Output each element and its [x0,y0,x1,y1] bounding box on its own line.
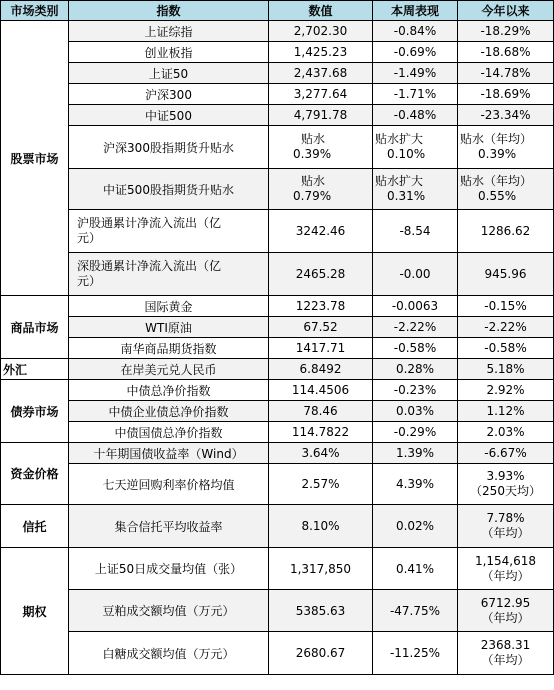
ytd-line-2: （年均） [481,526,530,540]
category-cell: 外汇 [1,359,69,380]
header-week: 本周表现 [373,1,458,21]
ytd-line-2: （年均） [481,568,530,583]
ytd-line-2: 0.39% [478,147,517,161]
ytd-cell: 2.92% [458,380,554,401]
index-name: 沪深300股指期货升贴水 [69,126,269,169]
table-row [1,296,554,317]
week-cell: -0.69% [373,42,458,63]
index-name: 中证500 [69,105,269,126]
header-value: 数值 [269,1,373,21]
ytd-cell: 1.12% [458,401,554,422]
week-cell: -0.23% [373,380,458,401]
index-name: 上证综指 [69,21,269,42]
index-name: 创业板指 [69,42,269,63]
ytd-line-1: 贴水（年均） [460,174,533,188]
category-cell: 商品市场 [1,296,69,359]
value-cell [269,169,373,210]
week-cell: -0.84% [373,21,458,42]
index-name: 中债国债总净价指数 [69,422,269,443]
header-index: 指数 [69,1,269,21]
week-cell [373,169,458,210]
week-line-1: 贴水扩大 [375,132,424,146]
ytd-cell [458,632,554,675]
value-cell: 1223.78 [269,296,373,317]
value-cell: 6.8492 [269,359,373,380]
week-line-1: 贴水扩大 [375,174,424,188]
value-cell: 2680.67 [269,632,373,675]
ytd-cell [458,590,554,632]
table-row [1,548,554,590]
ytd-line-1: 6712.95 [480,595,531,610]
table-row [1,632,554,675]
ytd-line-2: （年均） [481,610,530,625]
header-ytd: 今年以来 [458,1,554,21]
ytd-cell [458,505,554,548]
table-row [1,105,554,126]
ytd-cell: 945.96 [458,253,554,296]
table-row [1,253,554,296]
table-row [1,317,554,338]
week-cell [373,126,458,169]
category-cell: 股票市场 [1,21,69,296]
value-cell: 4,791.78 [269,105,373,126]
value-cell: 2,702.30 [269,21,373,42]
index-name [69,210,269,253]
ytd-line-2: （年均） [481,653,530,667]
value-cell: 3242.46 [269,210,373,253]
index-name-line-2: 元） [77,274,102,288]
value-line-2: 0.79% [293,189,332,203]
value-cell: 5385.63 [269,590,373,632]
index-name: 沪深300 [69,84,269,105]
value-cell: 2.57% [269,464,373,505]
ytd-cell [458,126,554,169]
week-cell: 1.39% [373,443,458,464]
week-cell: -47.75% [373,590,458,632]
table-row [1,169,554,210]
value-line-2: 0.39% [293,147,332,161]
week-cell: -8.54 [373,210,458,253]
header-category: 市场类别 [1,1,69,21]
ytd-cell [458,464,554,505]
week-cell: -11.25% [373,632,458,675]
index-name: WTI原油 [69,317,269,338]
table-row [1,359,554,380]
category-cell: 信托 [1,505,69,548]
table-row [1,126,554,169]
table-row [1,84,554,105]
ytd-cell: -0.15% [458,296,554,317]
ytd-cell: 1286.62 [458,210,554,253]
ytd-line-1: 2368.31 [480,638,531,652]
table-row [1,210,554,253]
index-name: 上证50 [69,63,269,84]
week-cell: 4.39% [373,464,458,505]
table-row [1,380,554,401]
ytd-line-1: 7.78% [486,511,525,525]
week-cell: 0.02% [373,505,458,548]
value-cell [269,126,373,169]
index-name: 在岸美元兑人民币 [69,359,269,380]
ytd-cell: 2.03% [458,422,554,443]
ytd-cell: 5.18% [458,359,554,380]
week-cell: -2.22% [373,317,458,338]
index-name-line-1: 深股通累计净流入流出（亿 [77,259,222,273]
ytd-cell: -18.68% [458,42,554,63]
value-line-1: 贴水 [301,174,326,188]
week-cell: -0.48% [373,105,458,126]
index-name: 国际黄金 [69,296,269,317]
ytd-cell: -0.58% [458,338,554,359]
table-row [1,42,554,63]
index-name-line-2: 元） [77,231,102,245]
category-cell: 债券市场 [1,380,69,443]
index-name: 上证50日成交量均值（张） [69,548,269,590]
header-row [1,1,554,21]
index-name: 中证500股指期货升贴水 [69,169,269,210]
index-name-line-1: 沪股通累计净流入流出（亿 [77,216,222,230]
value-cell: 1417.71 [269,338,373,359]
category-cell: 期权 [1,548,69,675]
table-row [1,590,554,632]
ytd-line-2: （250天均） [470,484,541,498]
ytd-line-2: 0.55% [478,189,517,203]
index-name: 中债总净价指数 [69,380,269,401]
ytd-cell: -18.69% [458,84,554,105]
ytd-cell: -23.34% [458,105,554,126]
week-cell: 0.41% [373,548,458,590]
index-name: 中债企业债总净价指数 [69,401,269,422]
ytd-line-1: 贴水（年均） [460,132,533,146]
value-cell: 2465.28 [269,253,373,296]
week-cell: -0.0063 [373,296,458,317]
table-row [1,464,554,505]
table-row [1,443,554,464]
value-cell: 2,437.68 [269,63,373,84]
index-name: 十年期国债收益率（Wind） [69,443,269,464]
table-row [1,338,554,359]
index-name: 南华商品期货指数 [69,338,269,359]
value-cell: 67.52 [269,317,373,338]
week-cell: -0.58% [373,338,458,359]
value-cell: 1,425.23 [269,42,373,63]
index-name: 豆粕成交额均值（万元） [69,590,269,632]
value-cell: 1,317,850 [269,548,373,590]
week-line-2: 0.31% [387,189,426,203]
index-name [69,253,269,296]
week-cell: 0.03% [373,401,458,422]
week-cell: -0.00 [373,253,458,296]
week-cell: -1.71% [373,84,458,105]
ytd-cell [458,169,554,210]
ytd-cell: -18.29% [458,21,554,42]
week-cell: -1.49% [373,63,458,84]
index-name: 七天逆回购利率价格均值 [69,464,269,505]
category-cell: 资金价格 [1,443,69,505]
index-name: 集合信托平均收益率 [69,505,269,548]
table-row [1,21,554,42]
value-cell: 78.46 [269,401,373,422]
ytd-cell: -14.78% [458,63,554,84]
week-line-2: 0.10% [387,147,426,161]
value-cell: 8.10% [269,505,373,548]
week-cell: 0.28% [373,359,458,380]
ytd-line-1: 3.93% [486,469,525,483]
value-cell: 3.64% [269,443,373,464]
week-cell: -0.29% [373,422,458,443]
table-row [1,422,554,443]
index-name: 白糖成交额均值（万元） [69,632,269,675]
table-row [1,401,554,422]
value-cell: 3,277.64 [269,84,373,105]
value-cell: 114.4506 [269,380,373,401]
ytd-cell [458,548,554,590]
table-row [1,505,554,548]
value-cell: 114.7822 [269,422,373,443]
table-row [1,63,554,84]
value-line-1: 贴水 [301,132,326,146]
ytd-cell: -6.67% [458,443,554,464]
ytd-cell: -2.22% [458,317,554,338]
ytd-line-1: 1,154,618 [474,553,537,568]
